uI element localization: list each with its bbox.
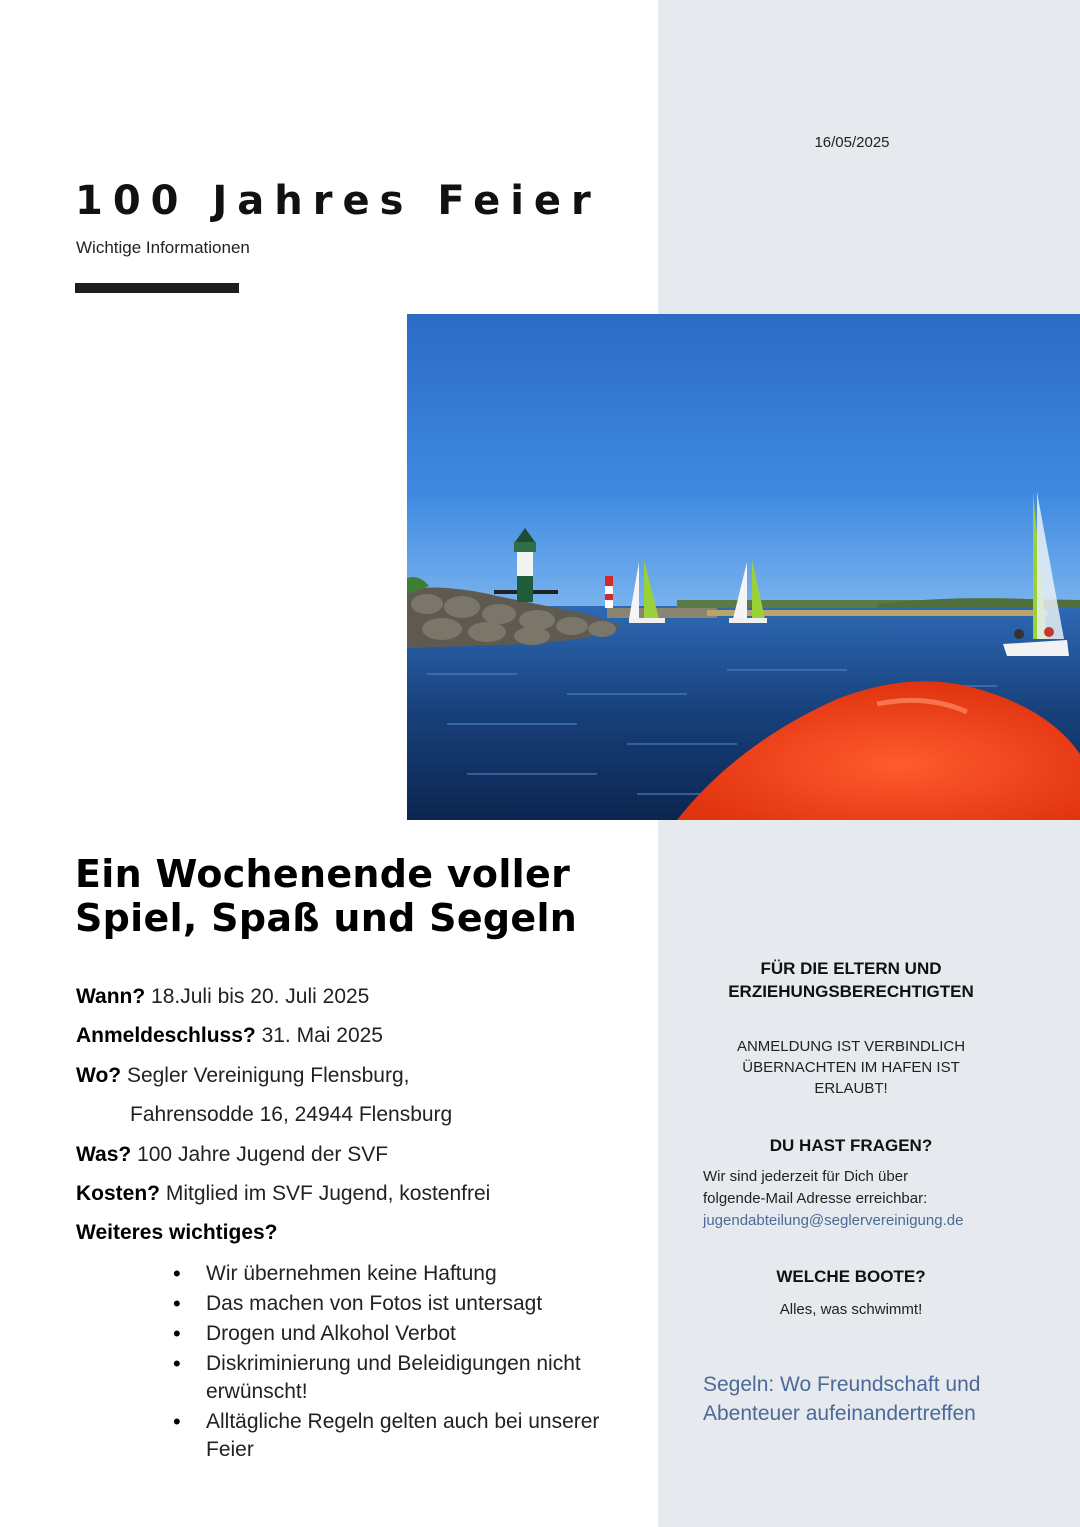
info-deadline (76, 1024, 383, 1048)
quote-line-2: Abenteuer aufeinandertreffen (703, 1402, 976, 1425)
info-when-value: 18.Juli bis 20. Juli 2025 (145, 985, 370, 1008)
title-underline-bar (75, 283, 239, 293)
document-date: 16/05/2025 (814, 134, 890, 151)
info-more (76, 1221, 278, 1245)
info-cost (76, 1182, 490, 1206)
parents-heading-line-2: ERZIEHUNGSBERECHTIGTEN (728, 982, 974, 1001)
info-where-address: Fahrensodde 16, 24944 Flensburg (130, 1103, 453, 1126)
questions-text-line-1: Wir sind jederzeit für Dich über (703, 1168, 909, 1185)
info-where-value: Segler Vereinigung Flensburg, (121, 1064, 410, 1087)
info-deadline-label: Anmeldeschluss? (76, 1024, 256, 1047)
harbor-photo-illustration (407, 314, 1080, 820)
parents-text-line-2: ÜBERNACHTEN IM HAFEN IST (742, 1059, 960, 1076)
info-when (76, 985, 369, 1009)
list-item: • Drogen und Alkohol Verbot (170, 1320, 640, 1348)
info-deadline-value: 31. Mai 2025 (255, 1024, 383, 1047)
page-subtitle: Wichtige Informationen (76, 238, 250, 257)
info-cost-label: Kosten? (76, 1182, 160, 1205)
parents-text (700, 1036, 1002, 1099)
contact-email-link[interactable]: jugendabteilung@seglervereinigung.de (703, 1212, 964, 1229)
list-item: • Das machen von Fotos ist untersagt (170, 1290, 640, 1318)
info-more-label: Weiteres wichtiges? (76, 1221, 278, 1244)
list-item: • Alltägliche Regeln gelten auch bei unserer Feier (170, 1408, 640, 1464)
info-where (76, 1064, 409, 1088)
questions-text-line-2: folgende-Mail Adresse erreichbar: (703, 1190, 928, 1207)
questions-text (703, 1166, 1023, 1232)
list-item: • Diskriminierung und Beleidigungen nicht erwünscht! (170, 1350, 640, 1406)
parents-text-line-3: ERLAUBT! (814, 1080, 888, 1097)
list-item: • Wir übernehmen keine Haftung (170, 1260, 640, 1288)
parents-text-line-1: ANMELDUNG IST VERBINDLICH (736, 1038, 966, 1055)
info-when-label: Wann? (76, 985, 146, 1008)
boats-text: Alles, was schwimmt! (779, 1301, 923, 1318)
event-headline (75, 852, 635, 940)
info-what-label: Was? (76, 1143, 132, 1166)
parents-heading-line-1: FÜR DIE ELTERN UND (760, 959, 942, 978)
headline-line-1: Ein Wochenende voller (75, 852, 571, 896)
page-title: 100 Jahres Feier (75, 178, 601, 224)
rules-list (170, 1260, 640, 1466)
info-what (76, 1143, 388, 1167)
boats-heading: WELCHE BOOTE? (776, 1267, 926, 1286)
quote-line-1: Segeln: Wo Freundschaft und (703, 1373, 981, 1396)
questions-heading: DU HAST FRAGEN? (769, 1136, 933, 1155)
closing-quote (703, 1370, 1033, 1428)
parents-heading (690, 957, 1012, 1003)
info-cost-value: Mitglied im SVF Jugend, kostenfrei (160, 1182, 491, 1205)
hero-photo (407, 314, 1080, 820)
info-where-label: Wo? (76, 1064, 122, 1087)
headline-line-2: Spiel, Spaß und Segeln (75, 896, 578, 940)
info-what-value: 100 Jahre Jugend der SVF (131, 1143, 389, 1166)
